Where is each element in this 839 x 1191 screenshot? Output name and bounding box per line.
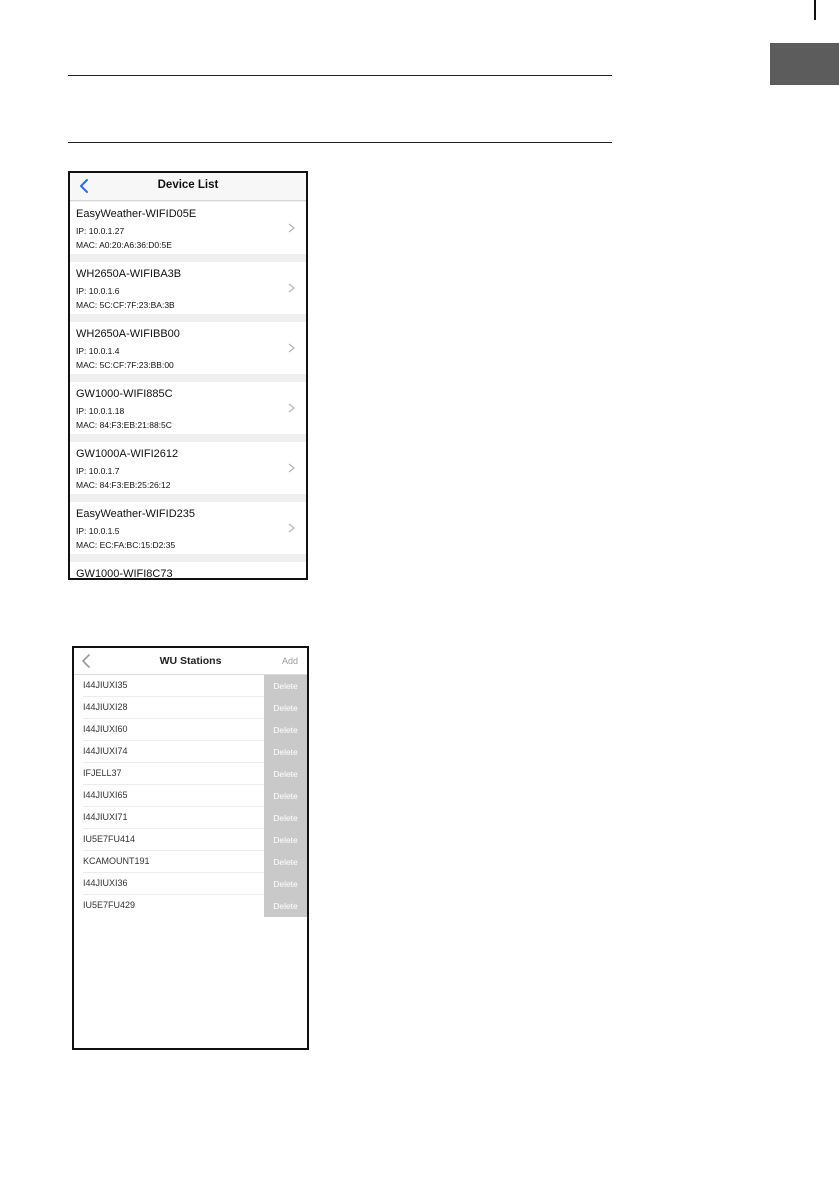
station-id: IFJELL37 [83, 768, 122, 778]
station-row[interactable] [74, 851, 307, 873]
chevron-right-icon [288, 343, 295, 353]
station-id: I44JIUXI36 [83, 878, 128, 888]
device-mac: MAC: A0:20:A6:36:D0:5E [76, 240, 172, 250]
station-row[interactable] [74, 697, 307, 719]
device-mac: MAC: 5C:CF:7F:23:BB:00 [76, 360, 174, 370]
page-corner-mark [814, 0, 816, 20]
device-mac: MAC: 84:F3:EB:25:26:12 [76, 480, 171, 490]
station-id: I44JIUXI60 [83, 724, 128, 734]
device-mac: MAC: 84:F3:EB:21:88:5C [76, 420, 172, 430]
device-row[interactable] [70, 442, 306, 494]
station-id: IU5E7FU414 [83, 834, 136, 844]
chevron-right-icon [288, 283, 295, 293]
delete-button[interactable]: Delete [264, 851, 307, 873]
device-ip: IP: 10.0.1.27 [76, 226, 125, 236]
delete-button[interactable]: Delete [264, 763, 307, 785]
top-rule [68, 75, 612, 76]
device-row[interactable] [70, 562, 306, 580]
device-row[interactable] [70, 262, 306, 314]
station-row[interactable] [74, 895, 307, 917]
device-mac: MAC: EC:FA:BC:15:D2:35 [76, 540, 176, 550]
device-list-header [70, 173, 306, 201]
second-rule [68, 142, 612, 143]
station-row[interactable] [74, 719, 307, 741]
station-id: I44JIUXI35 [83, 680, 128, 690]
chevron-right-icon [288, 463, 295, 473]
chevron-right-icon [288, 223, 295, 233]
device-name: WH2650A-WIFIBB00 [76, 328, 180, 340]
station-id: I44JIUXI65 [83, 790, 128, 800]
device-name: GW1000-WIFI885C [76, 388, 173, 400]
device-mac: MAC: 5C:CF:7F:23:BA:3B [76, 300, 175, 310]
delete-button[interactable]: Delete [264, 719, 307, 741]
device-list-screen [68, 171, 308, 580]
delete-button[interactable]: Delete [264, 785, 307, 807]
station-id: KCAMOUNT191 [83, 856, 150, 866]
wu-stations-screen [72, 646, 309, 1050]
station-id: I44JIUXI74 [83, 746, 128, 756]
device-ip: IP: 10.0.1.6 [76, 286, 120, 296]
station-row[interactable] [74, 675, 307, 697]
device-name: WH2650A-WIFIBA3B [76, 268, 182, 280]
station-row[interactable] [74, 807, 307, 829]
delete-button[interactable]: Delete [264, 829, 307, 851]
language-side-tab [770, 43, 839, 85]
delete-button[interactable]: Delete [264, 807, 307, 829]
device-row[interactable] [70, 502, 306, 554]
delete-button[interactable]: Delete [264, 895, 307, 917]
delete-button[interactable]: Delete [264, 873, 307, 895]
station-row[interactable] [74, 741, 307, 763]
station-row[interactable] [74, 763, 307, 785]
add-station-button[interactable]: Add [281, 656, 298, 666]
device-row[interactable] [70, 202, 306, 254]
station-row[interactable] [74, 785, 307, 807]
device-ip: IP: 10.0.1.5 [76, 526, 120, 536]
device-name: EasyWeather-WIFID235 [76, 508, 196, 520]
station-id: IU5E7FU429 [83, 900, 136, 910]
device-ip: IP: 10.0.1.7 [76, 466, 120, 476]
device-list-title: Device List [157, 179, 219, 191]
device-ip: IP: 10.0.1.18 [76, 406, 125, 416]
station-id: I44JIUXI28 [83, 702, 128, 712]
chevron-right-icon [288, 523, 295, 533]
station-row[interactable] [74, 829, 307, 851]
station-id: I44JIUXI71 [83, 812, 128, 822]
device-name: GW1000A-WIFI2612 [76, 448, 179, 460]
delete-button[interactable]: Delete [264, 741, 307, 763]
device-name: EasyWeather-WIFID05E [76, 208, 197, 220]
wu-stations-title: WU Stations [159, 655, 222, 667]
device-ip: IP: 10.0.1.4 [76, 346, 120, 356]
station-row[interactable] [74, 873, 307, 895]
wu-stations-header [74, 648, 307, 675]
device-row[interactable] [70, 322, 306, 374]
delete-button[interactable]: Delete [264, 675, 307, 697]
chevron-right-icon [288, 403, 295, 413]
device-name: GW1000-WIFI8C73 [76, 568, 173, 580]
delete-button[interactable]: Delete [264, 697, 307, 719]
device-row[interactable] [70, 382, 306, 434]
